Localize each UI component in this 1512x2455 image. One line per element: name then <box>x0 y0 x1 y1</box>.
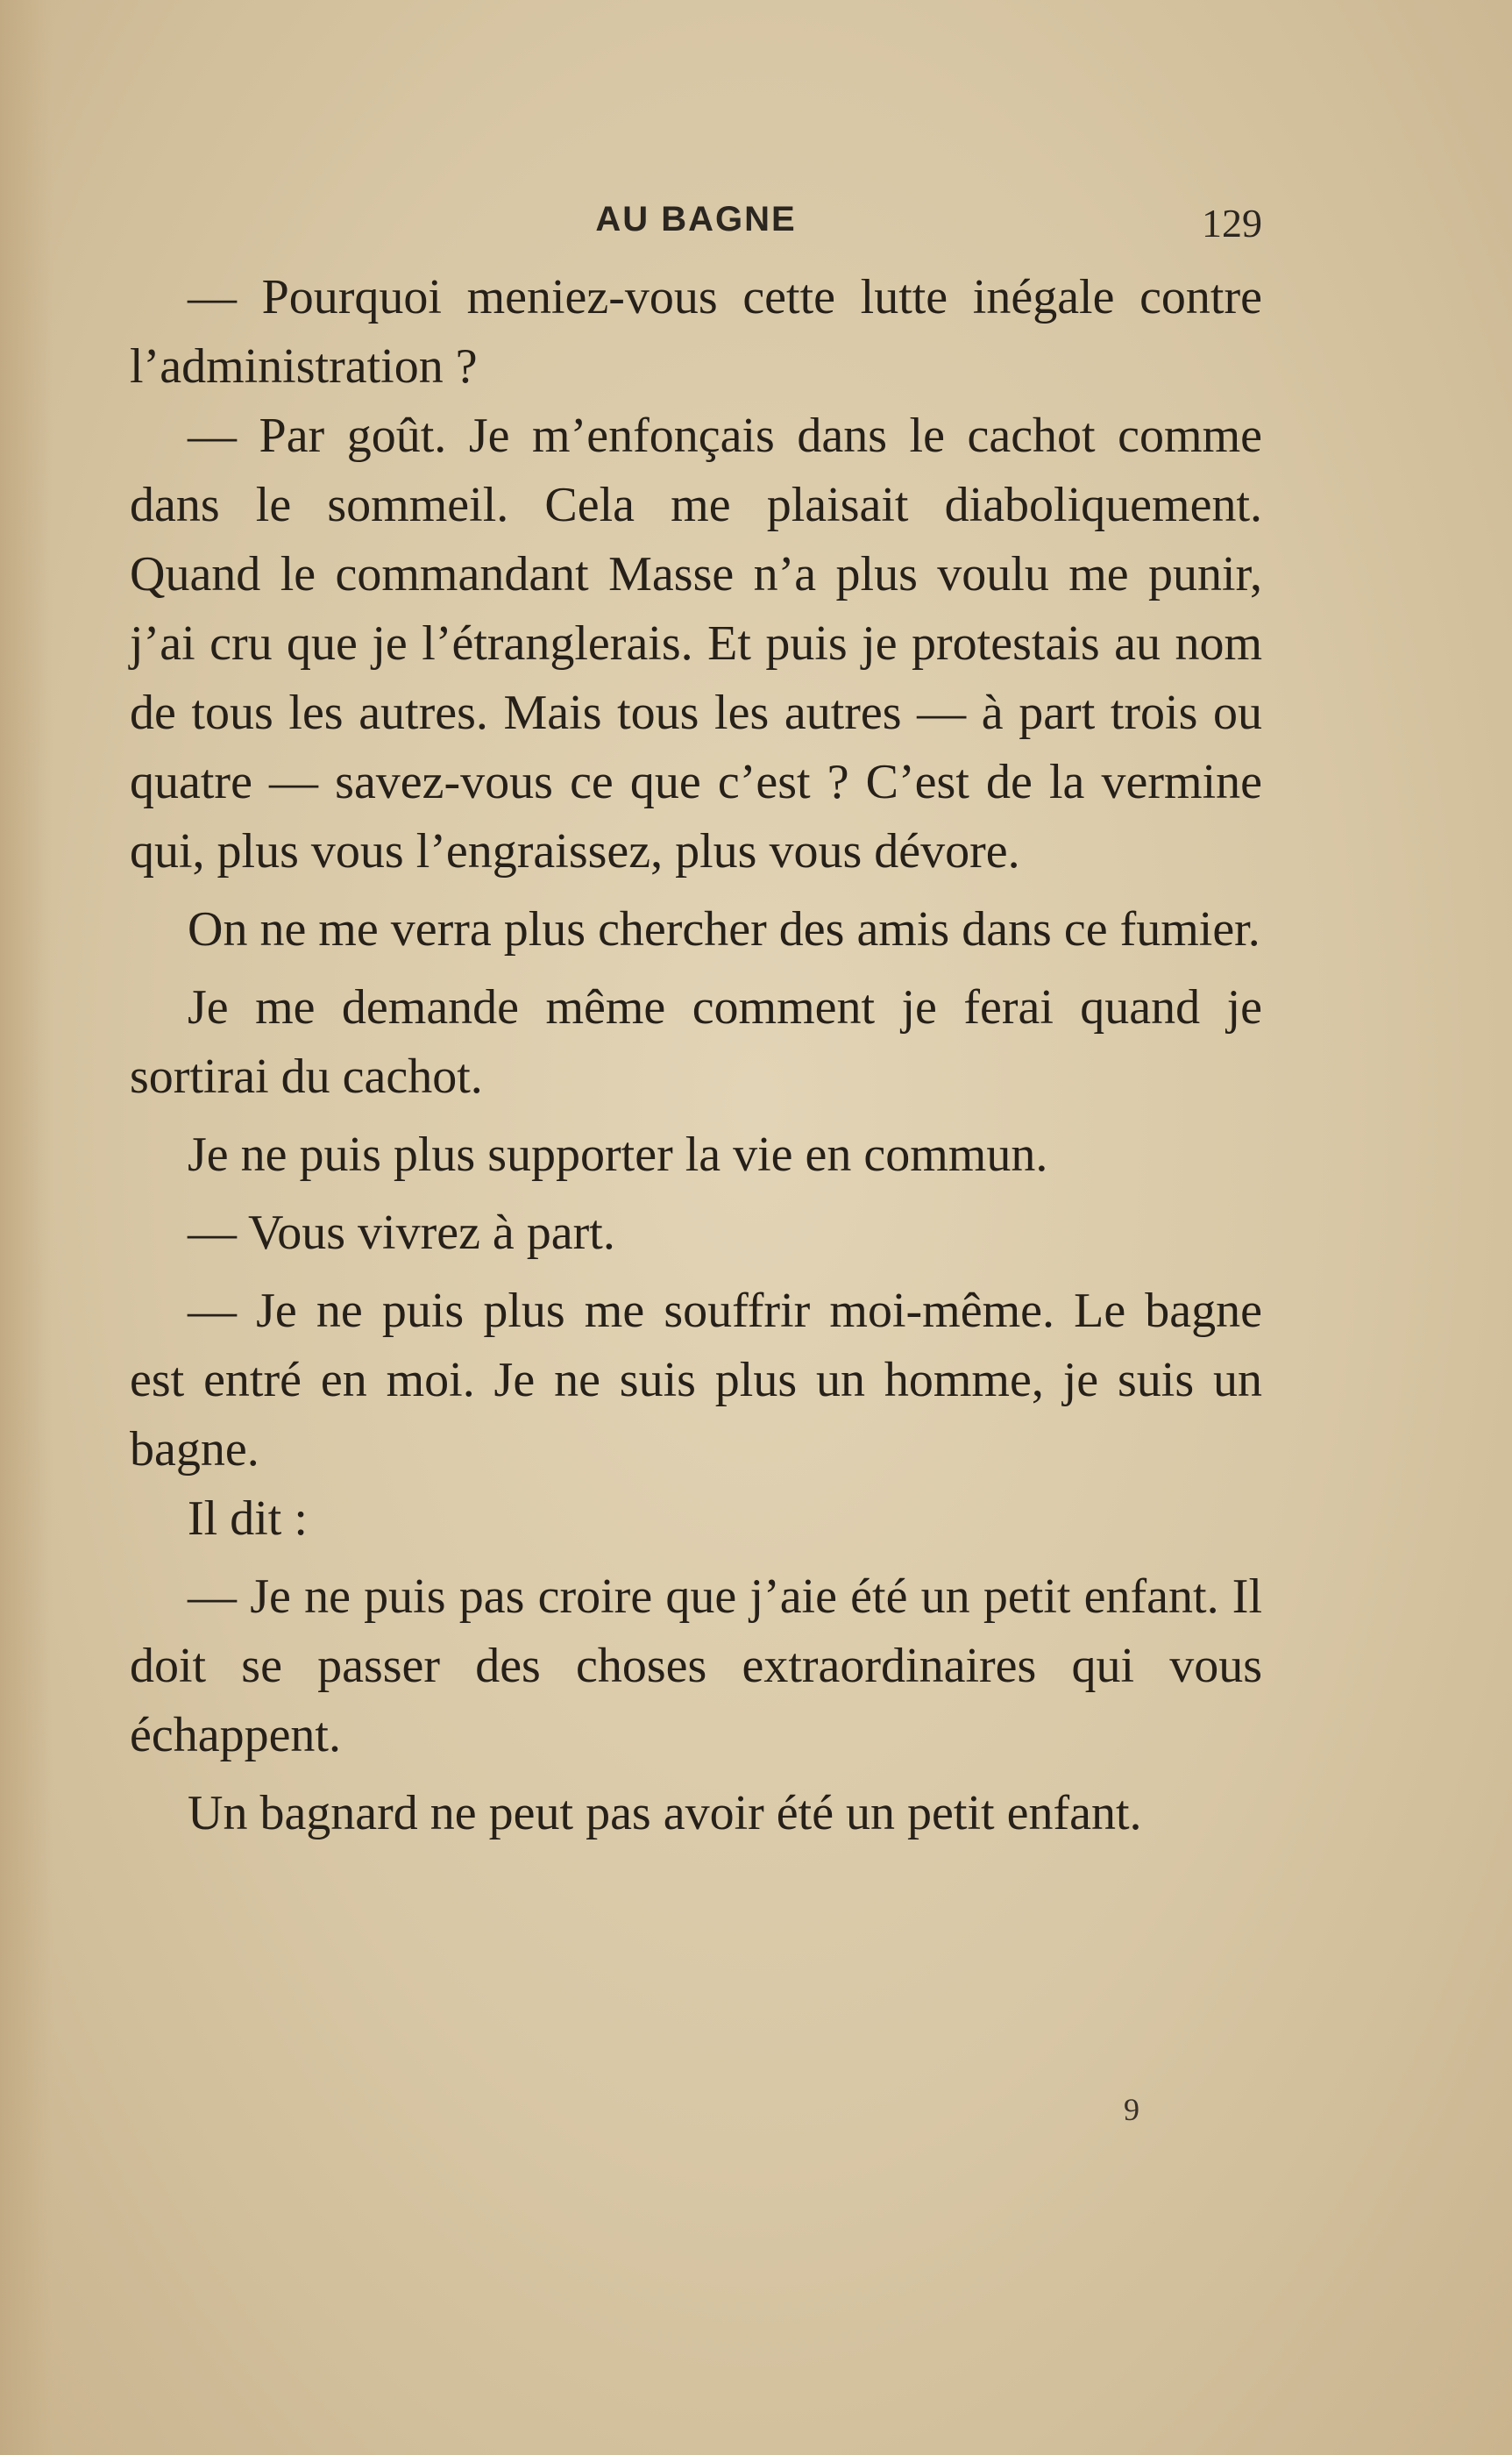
paragraph-7: — Je ne puis plus me souffrir moi-même. Le bagne est entré en moi. Je ne suis plus un homme, je suis un bagne. <box>130 1284 1262 1477</box>
page-number: 129 <box>1202 201 1262 246</box>
paragraph-2: — Par goût. Je m’enfonçais dans le cachot comme dans le sommeil. Cela me plaisait diaboliquement. Quand le commandant Masse n’a plus voulu me punir, j’ai cru que je l’étranglerais. Et puis je protestais au nom de tous les autres. Mais tous les autres — à part trois ou quatre — savez-vous ce que c’est ? C’est de la vermine qui, plus vous l’engraissez, plus vous dévore. <box>130 409 1262 879</box>
body-text <box>130 263 1262 1848</box>
running-head <box>130 200 1262 253</box>
paragraph-1: — Pourquoi meniez-vous cette lutte inégale contre l’administration ? <box>130 270 1262 394</box>
paragraph-4: Je me demande même comment je ferai quand je sortirai du cachot. <box>130 980 1262 1104</box>
paragraph-5: Je ne puis plus supporter la vie en commun. <box>188 1128 1048 1182</box>
running-title: AU BAGNE <box>595 200 797 238</box>
paragraph-9: — Je ne puis pas croire que j’aie été un petit enfant. Il doit se passer des choses extraordinaires qui vous échappent. <box>130 1569 1262 1762</box>
signature-mark: 9 <box>1124 2092 1139 2127</box>
paragraph-6: — Vous vivrez à part. <box>188 1206 615 1260</box>
paragraph-3: On ne me verra plus chercher des amis dans ce fumier. <box>188 902 1260 957</box>
paragraph-8: Il dit : <box>188 1491 308 1546</box>
paragraph-10: Un bagnard ne peut pas avoir été un petit enfant. <box>188 1786 1142 1840</box>
